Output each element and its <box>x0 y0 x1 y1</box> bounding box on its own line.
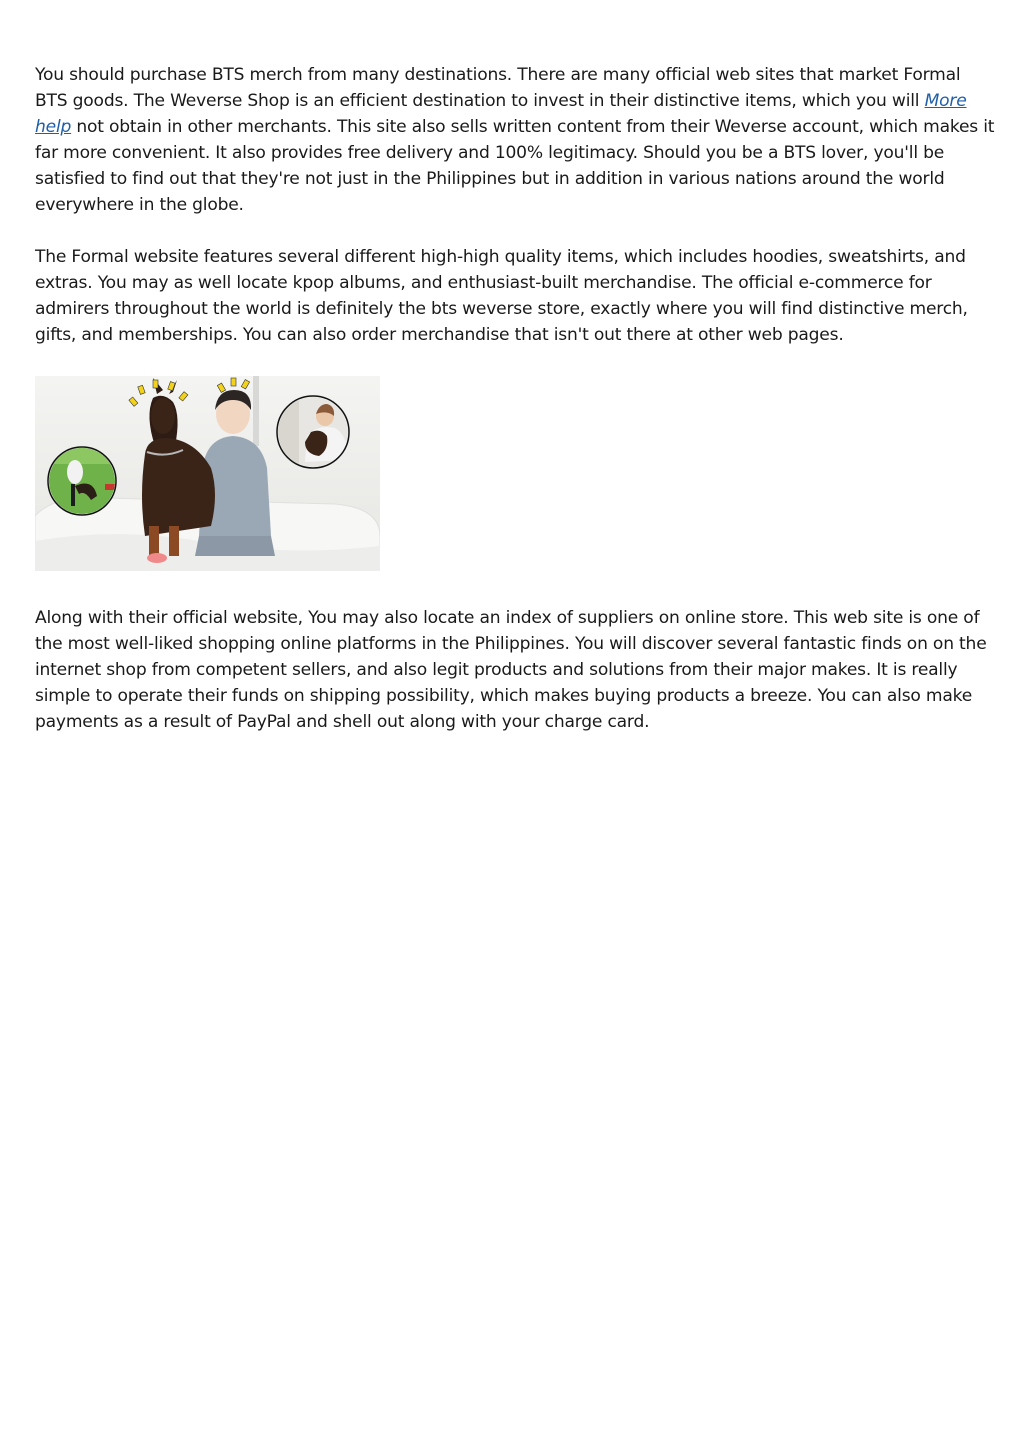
paragraph-1-text-b: not obtain in other merchants. This site also sells written content from their Weverse account, which makes it far more convenient. It also provides free delivery and 100% legitimacy. Should you be a BTS lover, you'll be satisfied to find out that they're not just in the Philippines but in addition in various nations around the world everywhere in the globe. <box>35 117 995 215</box>
paragraph-1-text-a: You should purchase BTS merch from many destinations. There are many official web sites that market Formal BTS goods. The Weverse Shop is an efficient destination to invest in their distinctive items, which you will <box>35 65 961 111</box>
paragraph-3: Along with their official website, You may also locate an index of suppliers on online store. This web site is one of the most well-liked shopping online platforms in the Philippines. You will discover several fantastic finds on on the internet shop from competent sellers, and also legit products and solutions from their major makes. It is really simple to operate their funds on shipping possibility, which makes buying products a breeze. You can also make payments as a result of PayPal and shell out along with your charge card. <box>35 608 987 732</box>
article-body <box>35 62 995 735</box>
more-help-link[interactable]: More help <box>35 91 967 137</box>
paragraph-1 <box>35 62 995 218</box>
article-photo <box>35 376 380 571</box>
paragraph-2: The Formal website features several different high-high quality items, which includes hoodies, sweatshirts, and extras. You may as well locate kpop albums, and enthusiast-built merchandise. The official e-commerce for admirers throughout the world is definitely the bts weverse store, exactly where you will find distinctive merch, gifts, and memberships. You can also order merchandise that isn't out there at other web pages. <box>35 247 968 345</box>
